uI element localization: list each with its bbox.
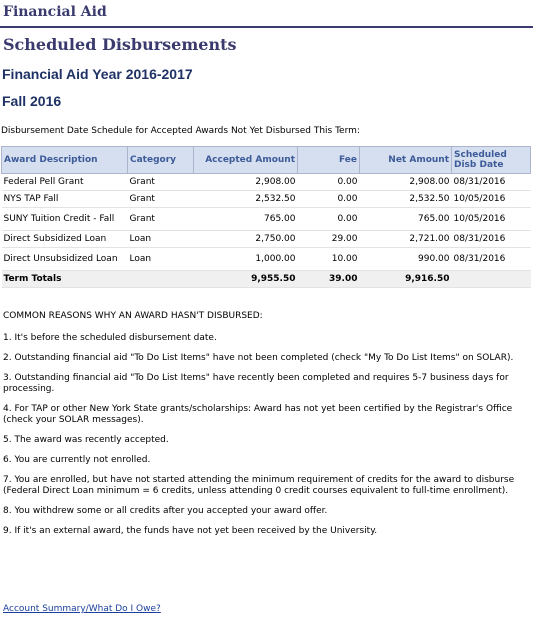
reason-item: 8. You withdrew some or all credits after you accepted your award offer. (3, 506, 328, 516)
schedule-caption: Disbursement Date Schedule for Accepted Awards Not Yet Disbursed This Term: (1, 126, 360, 136)
reason-item: 2. Outstanding financial aid "To Do List Items" have not been completed (check "My To Do List Items" on SOLAR). (3, 353, 514, 363)
reasons-heading: COMMON REASONS WHY AN AWARD HASN'T DISBURSED: (3, 311, 263, 321)
account-summary-link[interactable]: Account Summary/What Do I Owe? (3, 604, 161, 614)
net-cell: 2,532.50 (360, 191, 452, 208)
net-cell: 990.00 (360, 248, 452, 271)
disbursement-table (1, 146, 531, 288)
col-award-description[interactable]: Award Description (2, 147, 128, 174)
accepted-cell: 765.00 (194, 208, 298, 231)
page-header: Financial Aid (3, 4, 107, 20)
totals-accepted: 9,955.50 (194, 271, 298, 288)
net-cell: 2,721.00 (360, 231, 452, 248)
accepted-cell: 2,750.00 (194, 231, 298, 248)
fee-cell: 0.00 (298, 191, 360, 208)
totals-row (2, 271, 531, 288)
table-header-row (2, 147, 531, 174)
col-accepted-amount[interactable]: Accepted Amount (194, 147, 298, 174)
net-cell: 765.00 (360, 208, 452, 231)
table-row (2, 191, 531, 208)
fee-cell: 29.00 (298, 231, 360, 248)
reason-item: 9. If it's an external award, the funds have not yet been received by the University. (3, 526, 378, 536)
reason-item: 1. It's before the scheduled disbursement date. (3, 333, 217, 343)
table-row (2, 231, 531, 248)
reason-item: 7. You are enrolled, but have not started attending the minimum requirement of credits for the award to disburse (Federal Direct Loan minimum = 6 credits, unless attending 0 credit courses equivalent to full-time enrollment). (3, 475, 515, 496)
table-row (2, 248, 531, 271)
reasons-section (3, 311, 528, 546)
net-cell: 2,908.00 (360, 174, 452, 191)
award-cell: NYS TAP Fall (2, 191, 128, 208)
reason-item: 5. The award was recently accepted. (3, 435, 169, 445)
col-fee[interactable]: Fee (298, 147, 360, 174)
reason-item: 6. You are currently not enrolled. (3, 455, 151, 465)
award-cell: Federal Pell Grant (2, 174, 128, 191)
category-cell: Grant (128, 191, 194, 208)
totals-label: Term Totals (2, 271, 128, 288)
totals-net: 9,916.50 (360, 271, 452, 288)
accepted-cell: 1,000.00 (194, 248, 298, 271)
category-cell: Grant (128, 174, 194, 191)
totals-empty-cell (128, 271, 194, 288)
col-net-amount[interactable]: Net Amount (360, 147, 452, 174)
reason-item: 4. For TAP or other New York State grants/scholarships: Award has not yet been certified by the Registrar's Office (check your SOLAR messages). (3, 404, 513, 425)
table-row (2, 208, 531, 231)
fee-cell: 10.00 (298, 248, 360, 271)
col-category[interactable]: Category (128, 147, 194, 174)
section-title: Scheduled Disbursements (3, 35, 237, 54)
award-cell: SUNY Tuition Credit - Fall (2, 208, 128, 231)
date-cell: 08/31/2016 (452, 248, 531, 271)
table-row (2, 174, 531, 191)
fee-cell: 0.00 (298, 208, 360, 231)
category-cell: Loan (128, 248, 194, 271)
award-cell: Direct Unsubsidized Loan (2, 248, 128, 271)
fee-cell: 0.00 (298, 174, 360, 191)
aid-year-label: Financial Aid Year 2016-2017 (2, 66, 193, 82)
date-cell: 10/05/2016 (452, 191, 531, 208)
totals-fee: 39.00 (298, 271, 360, 288)
category-cell: Loan (128, 231, 194, 248)
date-cell: 08/31/2016 (452, 231, 531, 248)
category-cell: Grant (128, 208, 194, 231)
accepted-cell: 2,532.50 (194, 191, 298, 208)
accepted-cell: 2,908.00 (194, 174, 298, 191)
date-cell: 10/05/2016 (452, 208, 531, 231)
totals-empty-cell (452, 271, 531, 288)
col-scheduled-date[interactable]: Scheduled Disb Date (452, 147, 531, 174)
term-label: Fall 2016 (2, 93, 62, 109)
reason-item: 3. Outstanding financial aid "To Do List Items" have recently been completed and requires 5-7 business days for processing. (3, 373, 509, 394)
date-cell: 08/31/2016 (452, 174, 531, 191)
award-cell: Direct Subsidized Loan (2, 231, 128, 248)
